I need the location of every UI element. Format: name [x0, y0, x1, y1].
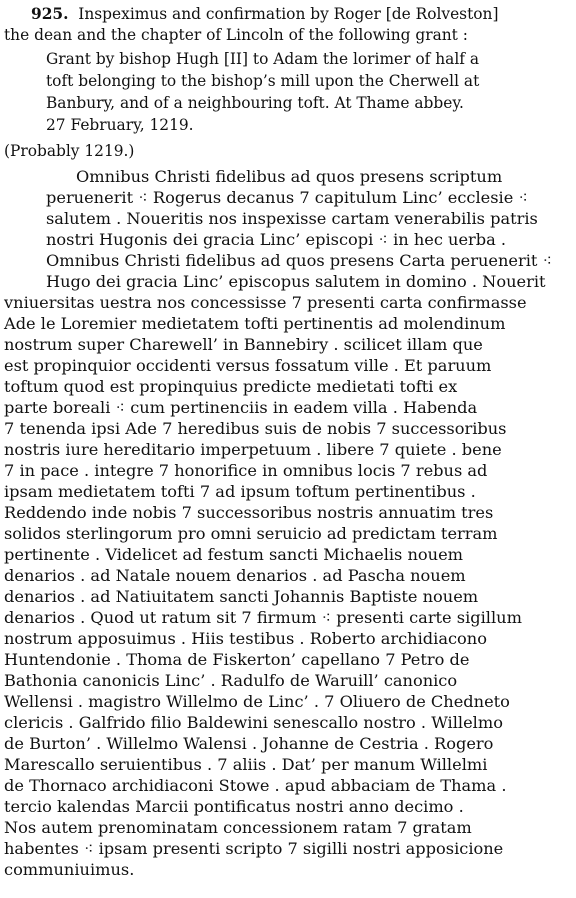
latin-line-10: est propinquior occidenti versus fossatum ville . Et paruum: [4, 356, 492, 375]
latin-line-34: communiuimus.: [4, 860, 135, 879]
date-note: (Probably 1219.): [4, 142, 135, 160]
summary-line-1: Grant by bishop Hugh [II] to Adam the lorimer of half a: [46, 50, 480, 68]
latin-line-11: toftum quod est propinquius predicte medietati tofti ex: [4, 377, 458, 396]
latin-line-26: Wellensi . magistro Willelmo de Linc’ . 7 Oliuero de Chedneto: [4, 692, 510, 711]
latin-line-4: nostri Hugonis dei gracia Linc’ episcopi ⁖ in hec uerba .: [46, 230, 507, 249]
latin-line-13: 7 tenenda ipsi Ade 7 heredibus suis de nobis 7 successoribus: [4, 419, 507, 438]
latin-line-12: parte boreali ⁖ cum pertinenciis in eadem villa . Habenda: [4, 398, 478, 417]
summary-line-3: Banbury, and of a neighbouring toft. At Thame abbey.: [46, 94, 464, 112]
latin-line-20: denarios . ad Natale nouem denarios . ad Pascha nouem: [4, 566, 466, 585]
latin-line-32: Nos autem prenominatam concessionem ratam 7 gratam: [4, 818, 472, 837]
latin-line-28: de Burton’ . Willelmo Walensi . Johanne de Cestria . Rogero: [4, 734, 494, 753]
latin-line-22: denarios . Quod ut ratum sit 7 firmum ⁖ presenti carte sigillum: [4, 608, 522, 627]
latin-line-33: habentes ⁖ ipsam presenti scripto 7 sigilli nostri apposicione: [4, 839, 504, 858]
latin-line-3: salutem . Noueritis nos inspexisse cartam venerabilis patris: [46, 209, 538, 228]
entry-heading-line-1: [31, 4, 498, 25]
latin-line-1: Omnibus Christi fidelibus ad quos presens scriptum: [76, 167, 503, 186]
latin-line-17: Reddendo inde nobis 7 successoribus nostris annuatim tres: [4, 503, 494, 522]
latin-line-9: nostrum super Charewell’ in Bannebiry . scilicet illam que: [4, 335, 483, 354]
latin-line-8: Ade le Loremier medietatem tofti pertinentis ad molendinum: [4, 314, 506, 333]
summary-line-2: toft belonging to the bishop’s mill upon the Cherwell at: [46, 72, 480, 90]
latin-line-6: Hugo dei gracia Linc’ episcopus salutem in domino . Nouerit: [46, 272, 546, 291]
document-page: [4, 4, 572, 894]
latin-line-25: Bathonia canonicis Linc’ . Radulfo de Waruill’ canonico: [4, 671, 458, 690]
heading-text-1: Inspeximus and confirmation by Roger [de Rolveston]: [78, 5, 499, 23]
latin-line-31: tercio kalendas Marcii pontificatus nostri anno decimo .: [4, 797, 464, 816]
summary-line-4: 27 February, 1219.: [46, 116, 194, 134]
latin-line-18: solidos sterlingorum pro omni seruicio ad predictam terram: [4, 524, 498, 543]
latin-line-27: clericis . Galfrido filio Baldewini senescallo nostro . Willelmo: [4, 713, 503, 732]
heading-text-2: the dean and the chapter of Lincoln of the following grant :: [4, 26, 468, 44]
latin-line-14: nostris iure hereditario imperpetuum . libere 7 quiete . bene: [4, 440, 502, 459]
latin-line-29: Marescallo seruientibus . 7 aliis . Dat’ per manum Willelmi: [4, 755, 488, 774]
latin-line-19: pertinente . Videlicet ad festum sancti Michaelis nouem: [4, 545, 464, 564]
latin-line-5: Omnibus Christi fidelibus ad quos presens Carta peruenerit ⁖: [46, 251, 553, 270]
latin-line-24: Huntendonie . Thoma de Fiskerton’ capellano 7 Petro de: [4, 650, 470, 669]
entry-number: 925.: [31, 5, 69, 23]
latin-line-21: denarios . ad Natiuitatem sancti Johannis Baptiste nouem: [4, 587, 479, 606]
latin-line-2: peruenerit ⁖ Rogerus decanus 7 capitulum Linc’ ecclesie ⁖: [46, 188, 528, 207]
latin-line-16: ipsam medietatem tofti 7 ad ipsum toftum pertinentibus .: [4, 482, 476, 501]
latin-line-30: de Thornaco archidiaconi Stowe . apud abbaciam de Thama .: [4, 776, 507, 795]
latin-line-7: vniuersitas uestra nos concessisse 7 presenti carta confirmasse: [4, 293, 527, 312]
latin-line-23: nostrum apposuimus . Hiis testibus . Roberto archidiacono: [4, 629, 487, 648]
latin-line-15: 7 in pace . integre 7 honorifice in omnibus locis 7 rebus ad: [4, 461, 488, 480]
